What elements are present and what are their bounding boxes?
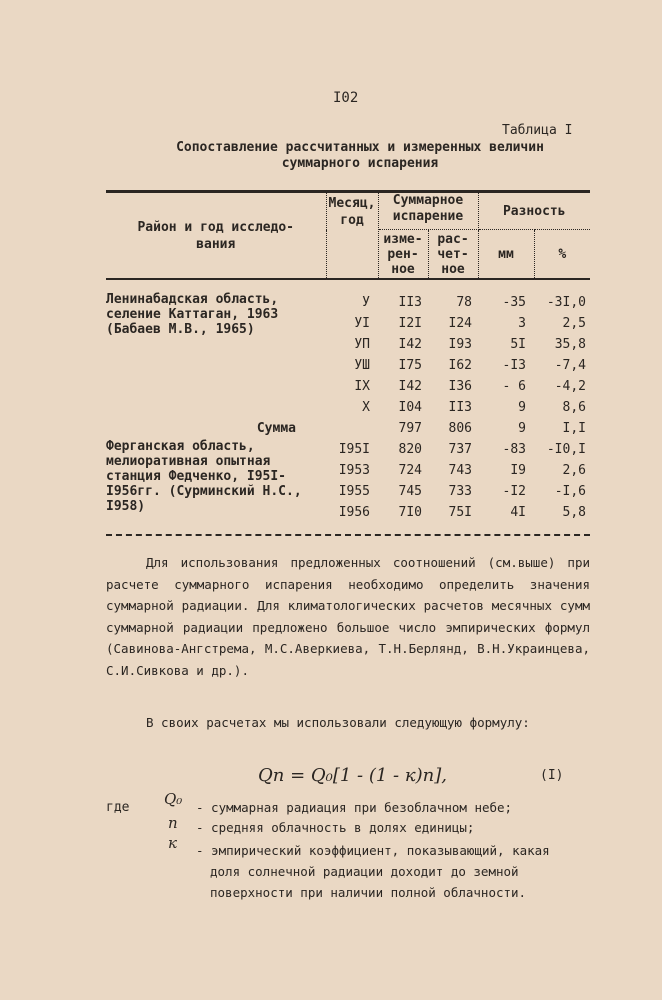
period-cell: IX (354, 379, 370, 394)
calculated-cell: 733 (448, 484, 472, 499)
header-region: Район и год исследо- вания (106, 192, 326, 280)
calculated-cell: I93 (448, 337, 472, 352)
diff-pct-cell: I,I (562, 421, 586, 436)
header-month-year: Месяц, год (326, 192, 378, 280)
equation-number: (I) (540, 768, 564, 783)
diff-mm-cell: 5I (510, 337, 526, 352)
diff-mm-cell: 3 (518, 316, 526, 331)
table-row (106, 439, 590, 460)
calculated-cell: I24 (448, 316, 472, 331)
diff-mm-cell: -35 (502, 295, 526, 310)
diff-mm-cell: -I2 (502, 484, 526, 499)
measured-cell: 797 (398, 421, 422, 436)
definition-q0: - суммарная радиация при безоблачном небе; (196, 800, 513, 815)
diff-pct-cell: -3I,0 (546, 295, 586, 310)
calculated-cell: 743 (448, 463, 472, 478)
calculated-cell: I36 (448, 379, 472, 394)
diff-mm-cell: - 6 (502, 379, 526, 394)
diff-pct-cell: 5,8 (562, 505, 586, 520)
measured-cell: 820 (398, 442, 422, 457)
measured-cell: 724 (398, 463, 422, 478)
diff-pct-cell: 2,5 (562, 316, 586, 331)
diff-pct-cell: 2,6 (562, 463, 586, 478)
table-title: Сопоставление рассчитанных и измеренных величин суммарного испарения (176, 140, 544, 171)
diff-pct-cell: 35,8 (554, 337, 586, 352)
period-cell: УI (354, 316, 370, 331)
calculated-cell: 737 (448, 442, 472, 457)
calculated-cell: 78 (456, 295, 472, 310)
period-cell (326, 418, 378, 439)
definition-k: - эмпирический коэффициент, показывающий, какая доля солнечной радиации доходит до земной поверхности при наличии полной облачности. (196, 843, 550, 900)
period-cell: I955 (338, 484, 370, 499)
table-row (106, 292, 590, 313)
sum-label: Сумма (256, 421, 296, 436)
header-evaporation: Суммарное испарение (378, 192, 478, 230)
formula: Qп = Q₀[1 - (1 - к)п], (258, 765, 447, 786)
period-cell: X (362, 400, 370, 415)
header-pct: % (534, 230, 590, 280)
calculated-cell: 806 (448, 421, 472, 436)
measured-cell: I04 (398, 400, 422, 415)
diff-mm-cell: -83 (502, 442, 526, 457)
measured-cell: I2I (398, 316, 422, 331)
where-label: где (106, 800, 130, 815)
diff-mm-cell: 4I (510, 505, 526, 520)
table-row-sum (106, 418, 590, 439)
diff-mm-cell: 9 (518, 400, 526, 415)
period-cell: I956 (338, 505, 370, 520)
table-bottom-rule (106, 534, 590, 536)
calculated-cell: 75I (448, 505, 472, 520)
calculated-cell: I62 (448, 358, 472, 373)
symbol-n: п (168, 814, 178, 832)
measured-cell: I42 (398, 379, 422, 394)
header-mm: мм (478, 230, 534, 280)
diff-pct-cell: -4,2 (554, 379, 586, 394)
period-cell: I95I (338, 442, 370, 457)
region-cell: Ленинабадская область, селение Каттаган, 1963 (Бабаев М.В., 1965) (106, 292, 279, 337)
measured-cell: II3 (398, 295, 422, 310)
measured-cell: 7I0 (398, 505, 422, 520)
diff-mm-cell: -I3 (502, 358, 526, 373)
period-cell: У (362, 295, 370, 310)
header-difference: Разность (478, 192, 590, 230)
header-measured: изме- рен- ное (378, 230, 428, 280)
symbol-q0: Q₀ (164, 790, 183, 808)
calculated-cell: II3 (448, 400, 472, 415)
period-cell: I953 (338, 463, 370, 478)
diff-mm-cell: 9 (518, 421, 526, 436)
diff-mm-cell: I9 (510, 463, 526, 478)
measured-cell: I42 (398, 337, 422, 352)
table-label: Таблица I (502, 123, 573, 138)
measured-cell: 745 (398, 484, 422, 499)
measured-cell: I75 (398, 358, 422, 373)
diff-pct-cell: 8,6 (562, 400, 586, 415)
evaporation-table (106, 190, 590, 523)
diff-pct-cell: -I0,I (546, 442, 586, 457)
paragraph-formula-intro: В своих расчетах мы использовали следующую формулу: (146, 715, 530, 730)
diff-pct-cell: -7,4 (554, 358, 586, 373)
region-cell: Ферганская область, мелиоративная опытная станция Федченко, I95I-I956гг. (Сурминский Н.С., I958) (106, 439, 302, 514)
page-number: I02 (333, 90, 359, 106)
period-cell: УШ (354, 358, 370, 373)
paragraph-radiation: Для использования предложенных соотношений (см.выше) при расчете суммарного испарения необходимо определить значения суммарной радиации. Для климатологических расчетов месячных сумм суммарной радиации предложено большое число эмпирических формул (Савинова-Ангстрема, М.С.Аверкиева, Т.Н.Берлянд, В.Н.Украинцева, С.И.Сивкова и др.). (106, 555, 590, 678)
definition-n: - средняя облачность в долях единицы; (196, 820, 475, 835)
period-cell: УП (354, 337, 370, 352)
diff-pct-cell: -I,6 (554, 484, 586, 499)
header-calculated: рас- чет- ное (428, 230, 478, 280)
symbol-k: к (168, 834, 177, 852)
